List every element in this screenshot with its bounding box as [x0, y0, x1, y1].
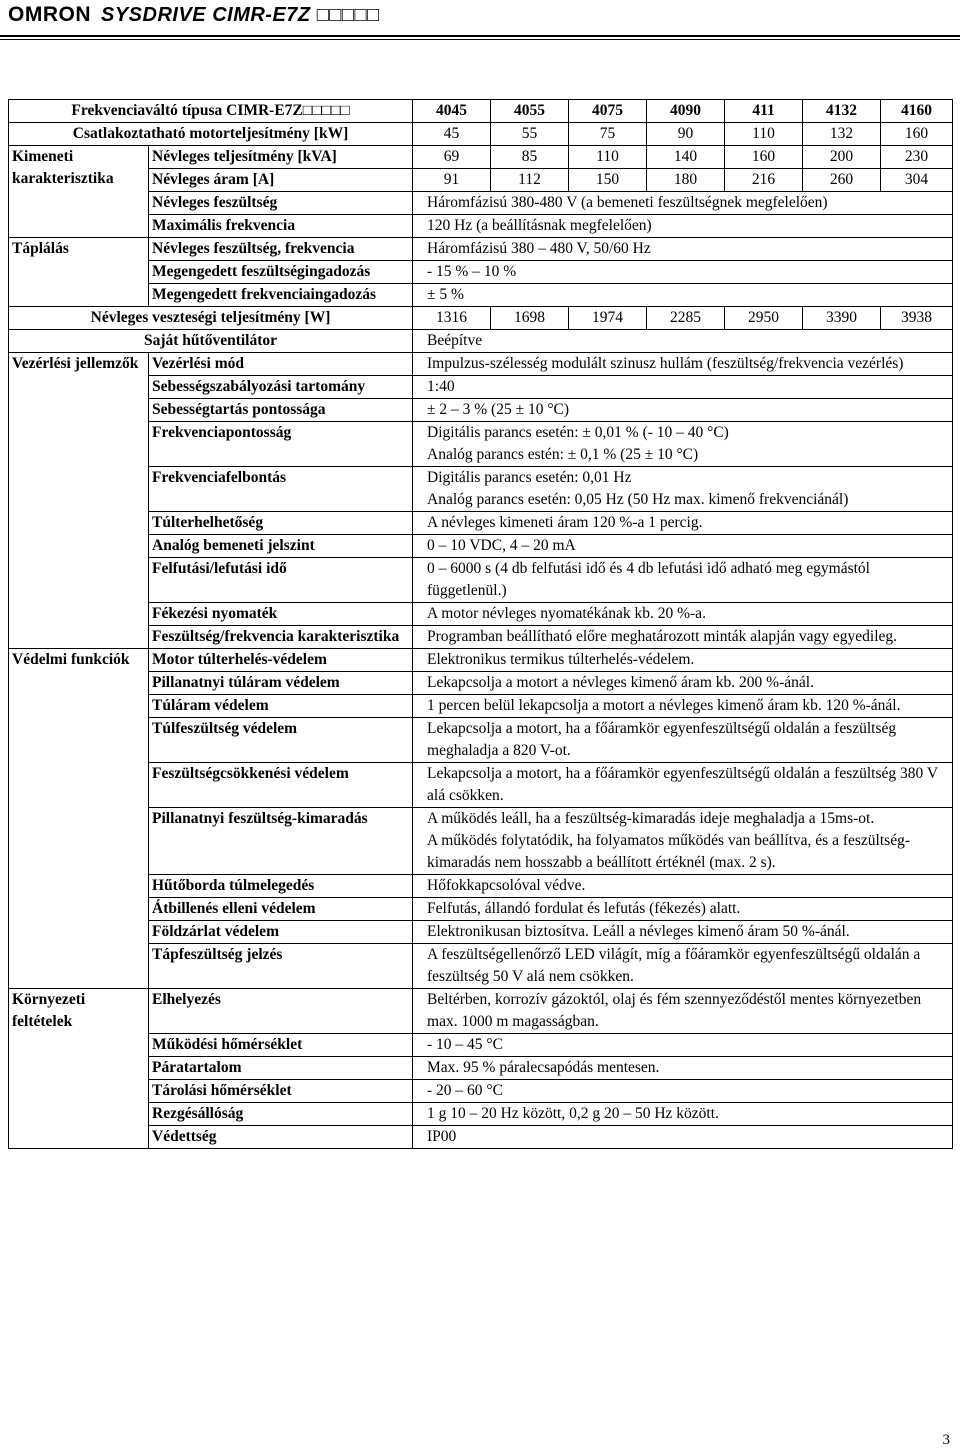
value-cell: 160: [881, 123, 953, 146]
value-text: Digitális parancs esetén: ± 0,01 % (- 10 – 40 °C): [427, 424, 729, 441]
value-text: Impulzus-szélesség modulált szinusz hullám (feszültség/frekvencia vezérlés): [427, 355, 904, 372]
table-row: [9, 875, 953, 898]
value-cell: Beépítve: [413, 330, 953, 353]
value-cell: [413, 898, 953, 921]
row-label: Rezgésállóság: [149, 1103, 413, 1126]
table-row: [9, 1080, 953, 1103]
value-text: IP00: [427, 1128, 457, 1145]
value-cell: [413, 875, 953, 898]
table-row: [9, 989, 953, 1034]
row-label: Túláram védelem: [149, 695, 413, 718]
header-rule-thin: [0, 39, 960, 40]
row-label: Pillanatnyi túláram védelem: [149, 672, 413, 695]
value-cell: 1974: [569, 307, 647, 330]
model-cell: 4055: [491, 100, 569, 123]
row-label: Névleges áram [A]: [149, 169, 413, 192]
table-row: [9, 626, 953, 649]
value-cell: Háromfázisú 380 – 480 V, 50/60 Hz: [413, 238, 953, 261]
row-label: Elhelyezés: [149, 989, 413, 1034]
table-row: [9, 353, 953, 376]
row-label: Tápfeszültség jelzés: [149, 944, 413, 989]
value-cell: 55: [491, 123, 569, 146]
type-label: Frekvenciaváltó típusa CIMR-E7Z□□□□□: [9, 100, 413, 123]
table-row: [9, 100, 953, 123]
value-cell: 3938: [881, 307, 953, 330]
value-cell: [413, 353, 953, 376]
value-cell: 1698: [491, 307, 569, 330]
value-cell: Háromfázisú 380-480 V (a bemeneti feszültségnek megfelelően): [413, 192, 953, 215]
value-cell: 90: [647, 123, 725, 146]
value-cell: [413, 512, 953, 535]
value-text: Elektronikusan biztosítva. Leáll a névleges kimenő áram 50 %-ánál.: [427, 923, 850, 940]
row-label: Működési hőmérséklet: [149, 1034, 413, 1057]
table-body: [9, 100, 953, 353]
value-cell: [413, 1080, 953, 1103]
value-cell: 2285: [647, 307, 725, 330]
model-cell: 4075: [569, 100, 647, 123]
header-rule: [0, 35, 960, 37]
table-row: [9, 146, 953, 169]
row-label: Túlfeszültség védelem: [149, 718, 413, 763]
value-cell: [413, 1034, 953, 1057]
value-cell: - 15 % – 10 %: [413, 261, 953, 284]
value-text: - 20 – 60 °C: [427, 1082, 503, 1099]
table-row: [9, 261, 953, 284]
value-cell: 180: [647, 169, 725, 192]
value-cell: [413, 718, 953, 763]
table-row: [9, 558, 953, 603]
protection-section: [9, 649, 953, 989]
row-label: Felfutási/lefutási idő: [149, 558, 413, 603]
value-cell: 230: [881, 146, 953, 169]
value-text: Max. 95 % páralecsapódás mentesen.: [427, 1059, 660, 1076]
page-number: 3: [942, 1432, 950, 1448]
row-label: Analóg bemeneti jelszint: [149, 535, 413, 558]
value-text: Hőfokkapcsolóval védve.: [427, 877, 586, 894]
row-label: Földzárlat védelem: [149, 921, 413, 944]
value-text-secondary: Analóg parancs esetén: 0,05 Hz (50 Hz max. kimenő frekvenciánál): [427, 491, 849, 508]
model-cell: 4090: [647, 100, 725, 123]
table-row: [9, 944, 953, 989]
row-label: Fékezési nyomaték: [149, 603, 413, 626]
value-cell: [413, 921, 953, 944]
value-text: Lekapcsolja a motort, ha a főáramkör egyenfeszültségű oldalán a feszültség meghaladja a 820 V-ot.: [427, 720, 897, 759]
value-cell: 2950: [725, 307, 803, 330]
page-header: [8, 2, 380, 28]
row-label: Pillanatnyi feszültség-kimaradás: [149, 808, 413, 875]
value-text: ± 2 – 3 % (25 ± 10 °C): [427, 401, 570, 418]
table-row: [9, 376, 953, 399]
table-row: [9, 467, 953, 512]
value-cell: 140: [647, 146, 725, 169]
fan-label: Saját hűtőventilátor: [9, 330, 413, 353]
row-label: Névleges feszültség: [149, 192, 413, 215]
value-text: Felfutás, állandó fordulat és lefutás (fékezés) alatt.: [427, 900, 741, 917]
model-cell: 411: [725, 100, 803, 123]
row-label: Túlterhelhetőség: [149, 512, 413, 535]
value-text: Lekapcsolja a motort, ha a főáramkör egyenfeszültségű oldalán a feszültség 380 V alá csökken.: [427, 765, 938, 804]
value-cell: 150: [569, 169, 647, 192]
row-label: Védettség: [149, 1126, 413, 1149]
value-text: - 10 – 45 °C: [427, 1036, 503, 1053]
value-text: Digitális parancs esetén: 0,01 Hz: [427, 469, 632, 486]
model-title: SYSDRIVE CIMR-E7Z □□□□□: [101, 3, 380, 26]
value-text: 1 g 10 – 20 Hz között, 0,2 g 20 – 50 Hz között.: [427, 1105, 719, 1122]
table-row: [9, 649, 953, 672]
row-label: Névleges teljesítmény [kVA]: [149, 146, 413, 169]
value-text: 0 – 6000 s (4 db felfutási idő és 4 db lefutási idő adható meg egymástól függetlenül.): [427, 560, 870, 599]
value-cell: 216: [725, 169, 803, 192]
value-cell: [413, 649, 953, 672]
value-text: 1 percen belül lekapcsolja a motort a névleges kimenő áram kb. 120 %-ánál.: [427, 697, 901, 714]
control-section: [9, 353, 953, 649]
table-row: [9, 215, 953, 238]
value-cell: [413, 763, 953, 808]
value-text: 0 – 10 VDC, 4 – 20 mA: [427, 537, 576, 554]
row-label: Feszültségcsökkenési védelem: [149, 763, 413, 808]
group-label-environment: Környezeti feltételek: [9, 989, 149, 1149]
value-cell: 260: [803, 169, 881, 192]
table-row: [9, 238, 953, 261]
table-row: [9, 898, 953, 921]
row-label: Páratartalom: [149, 1057, 413, 1080]
value-cell: [413, 399, 953, 422]
row-label: Átbillenés elleni védelem: [149, 898, 413, 921]
environment-section: [9, 989, 953, 1149]
brand-logo: OMRON: [8, 3, 91, 26]
specifications-table: [8, 99, 953, 1149]
value-text: Beltérben, korrozív gázoktól, olaj és fém szennyeződéstől mentes környezetben max. 1000 m magasságban.: [427, 991, 922, 1030]
group-label-output: Kimeneti karakterisztika: [9, 146, 149, 238]
loss-label: Névleges veszteségi teljesítmény [W]: [9, 307, 413, 330]
table-row: [9, 808, 953, 875]
value-cell: [413, 989, 953, 1034]
value-cell: [413, 1103, 953, 1126]
group-label-protection: Védelmi funkciók: [9, 649, 149, 989]
table-row: [9, 603, 953, 626]
table-row: [9, 422, 953, 467]
value-cell: 110: [725, 123, 803, 146]
table-row: [9, 123, 953, 146]
value-cell: 200: [803, 146, 881, 169]
value-text: A feszültségellenőrző LED világít, míg a főáramkör egyenfeszültségű oldalán a feszültség 50 V alá nem csökken.: [427, 946, 921, 985]
table-row: [9, 1103, 953, 1126]
value-text: A működés leáll, ha a feszültség-kimaradás ideje meghaladja a 15ms-ot.: [427, 810, 875, 827]
table-row: [9, 330, 953, 353]
value-text: A névleges kimeneti áram 120 %-a 1 percig.: [427, 514, 703, 531]
value-cell: 304: [881, 169, 953, 192]
value-cell: 160: [725, 146, 803, 169]
value-cell: 69: [413, 146, 491, 169]
value-cell: 110: [569, 146, 647, 169]
value-cell: [413, 944, 953, 989]
row-label: Megengedett feszültségingadozás: [149, 261, 413, 284]
row-label: Motor túlterhelés-védelem: [149, 649, 413, 672]
value-cell: 85: [491, 146, 569, 169]
value-cell: [413, 467, 953, 512]
table-row: [9, 284, 953, 307]
row-label: Feszültség/frekvencia karakterisztika: [149, 626, 413, 649]
table-row: [9, 718, 953, 763]
table-row: [9, 763, 953, 808]
row-label: Frekvenciapontosság: [149, 422, 413, 467]
value-cell: [413, 603, 953, 626]
value-cell: 45: [413, 123, 491, 146]
value-cell: 3390: [803, 307, 881, 330]
row-label: Sebességszabályozási tartomány: [149, 376, 413, 399]
model-cell: 4132: [803, 100, 881, 123]
value-text: A motor névleges nyomatékának kb. 20 %-a.: [427, 605, 706, 622]
table-row: [9, 695, 953, 718]
table-row: [9, 399, 953, 422]
value-cell: [413, 672, 953, 695]
table-row: [9, 512, 953, 535]
value-cell: [413, 808, 953, 875]
value-text: Programban beállítható előre meghatározott minták alapján vagy egyedileg.: [427, 628, 898, 645]
value-cell: [413, 626, 953, 649]
model-cell: 4045: [413, 100, 491, 123]
row-label: Frekvenciafelbontás: [149, 467, 413, 512]
value-cell: 120 Hz (a beállításnak megfelelően): [413, 215, 953, 238]
table-row: [9, 169, 953, 192]
value-cell: 132: [803, 123, 881, 146]
table-row: [9, 307, 953, 330]
value-cell: [413, 535, 953, 558]
group-label-supply: Táplálás: [9, 238, 149, 307]
table-row: [9, 1034, 953, 1057]
value-cell: [413, 695, 953, 718]
value-text: Lekapcsolja a motort a névleges kimenő áram kb. 200 %-ánál.: [427, 674, 814, 691]
value-text-secondary: Analóg parancs estén: ± 0,1 % (25 ± 10 °C): [427, 446, 699, 463]
value-cell: ± 5 %: [413, 284, 953, 307]
table-row: [9, 192, 953, 215]
row-label: Tárolási hőmérséklet: [149, 1080, 413, 1103]
value-cell: [413, 558, 953, 603]
value-cell: [413, 1057, 953, 1080]
value-text: 1:40: [427, 378, 455, 395]
row-label: Vezérlési mód: [149, 353, 413, 376]
row-label: Sebességtartás pontossága: [149, 399, 413, 422]
table-row: [9, 1126, 953, 1149]
value-cell: 112: [491, 169, 569, 192]
value-text: Elektronikus termikus túlterhelés-védelem.: [427, 651, 695, 668]
value-cell: [413, 376, 953, 399]
row-label: Megengedett frekvenciaingadozás: [149, 284, 413, 307]
row-label: Hűtőborda túlmelegedés: [149, 875, 413, 898]
group-label-control: Vezérlési jellemzők: [9, 353, 149, 649]
value-cell: 75: [569, 123, 647, 146]
table-row: [9, 535, 953, 558]
value-cell: [413, 1126, 953, 1149]
row-label: Névleges feszültség, frekvencia: [149, 238, 413, 261]
row-label: Maximális frekvencia: [149, 215, 413, 238]
value-cell: 91: [413, 169, 491, 192]
motor-power-label: Csatlakoztatható motorteljesítmény [kW]: [9, 123, 413, 146]
table-row: [9, 1057, 953, 1080]
model-cell: 4160: [881, 100, 953, 123]
value-cell: 1316: [413, 307, 491, 330]
value-cell: [413, 422, 953, 467]
value-text-secondary: A működés folytatódik, ha folyamatos működés van beállítva, és a feszültség-kimaradás nem hosszabb a beállított értéknél (max. 2 s).: [427, 832, 910, 871]
table-row: [9, 672, 953, 695]
table-row: [9, 921, 953, 944]
